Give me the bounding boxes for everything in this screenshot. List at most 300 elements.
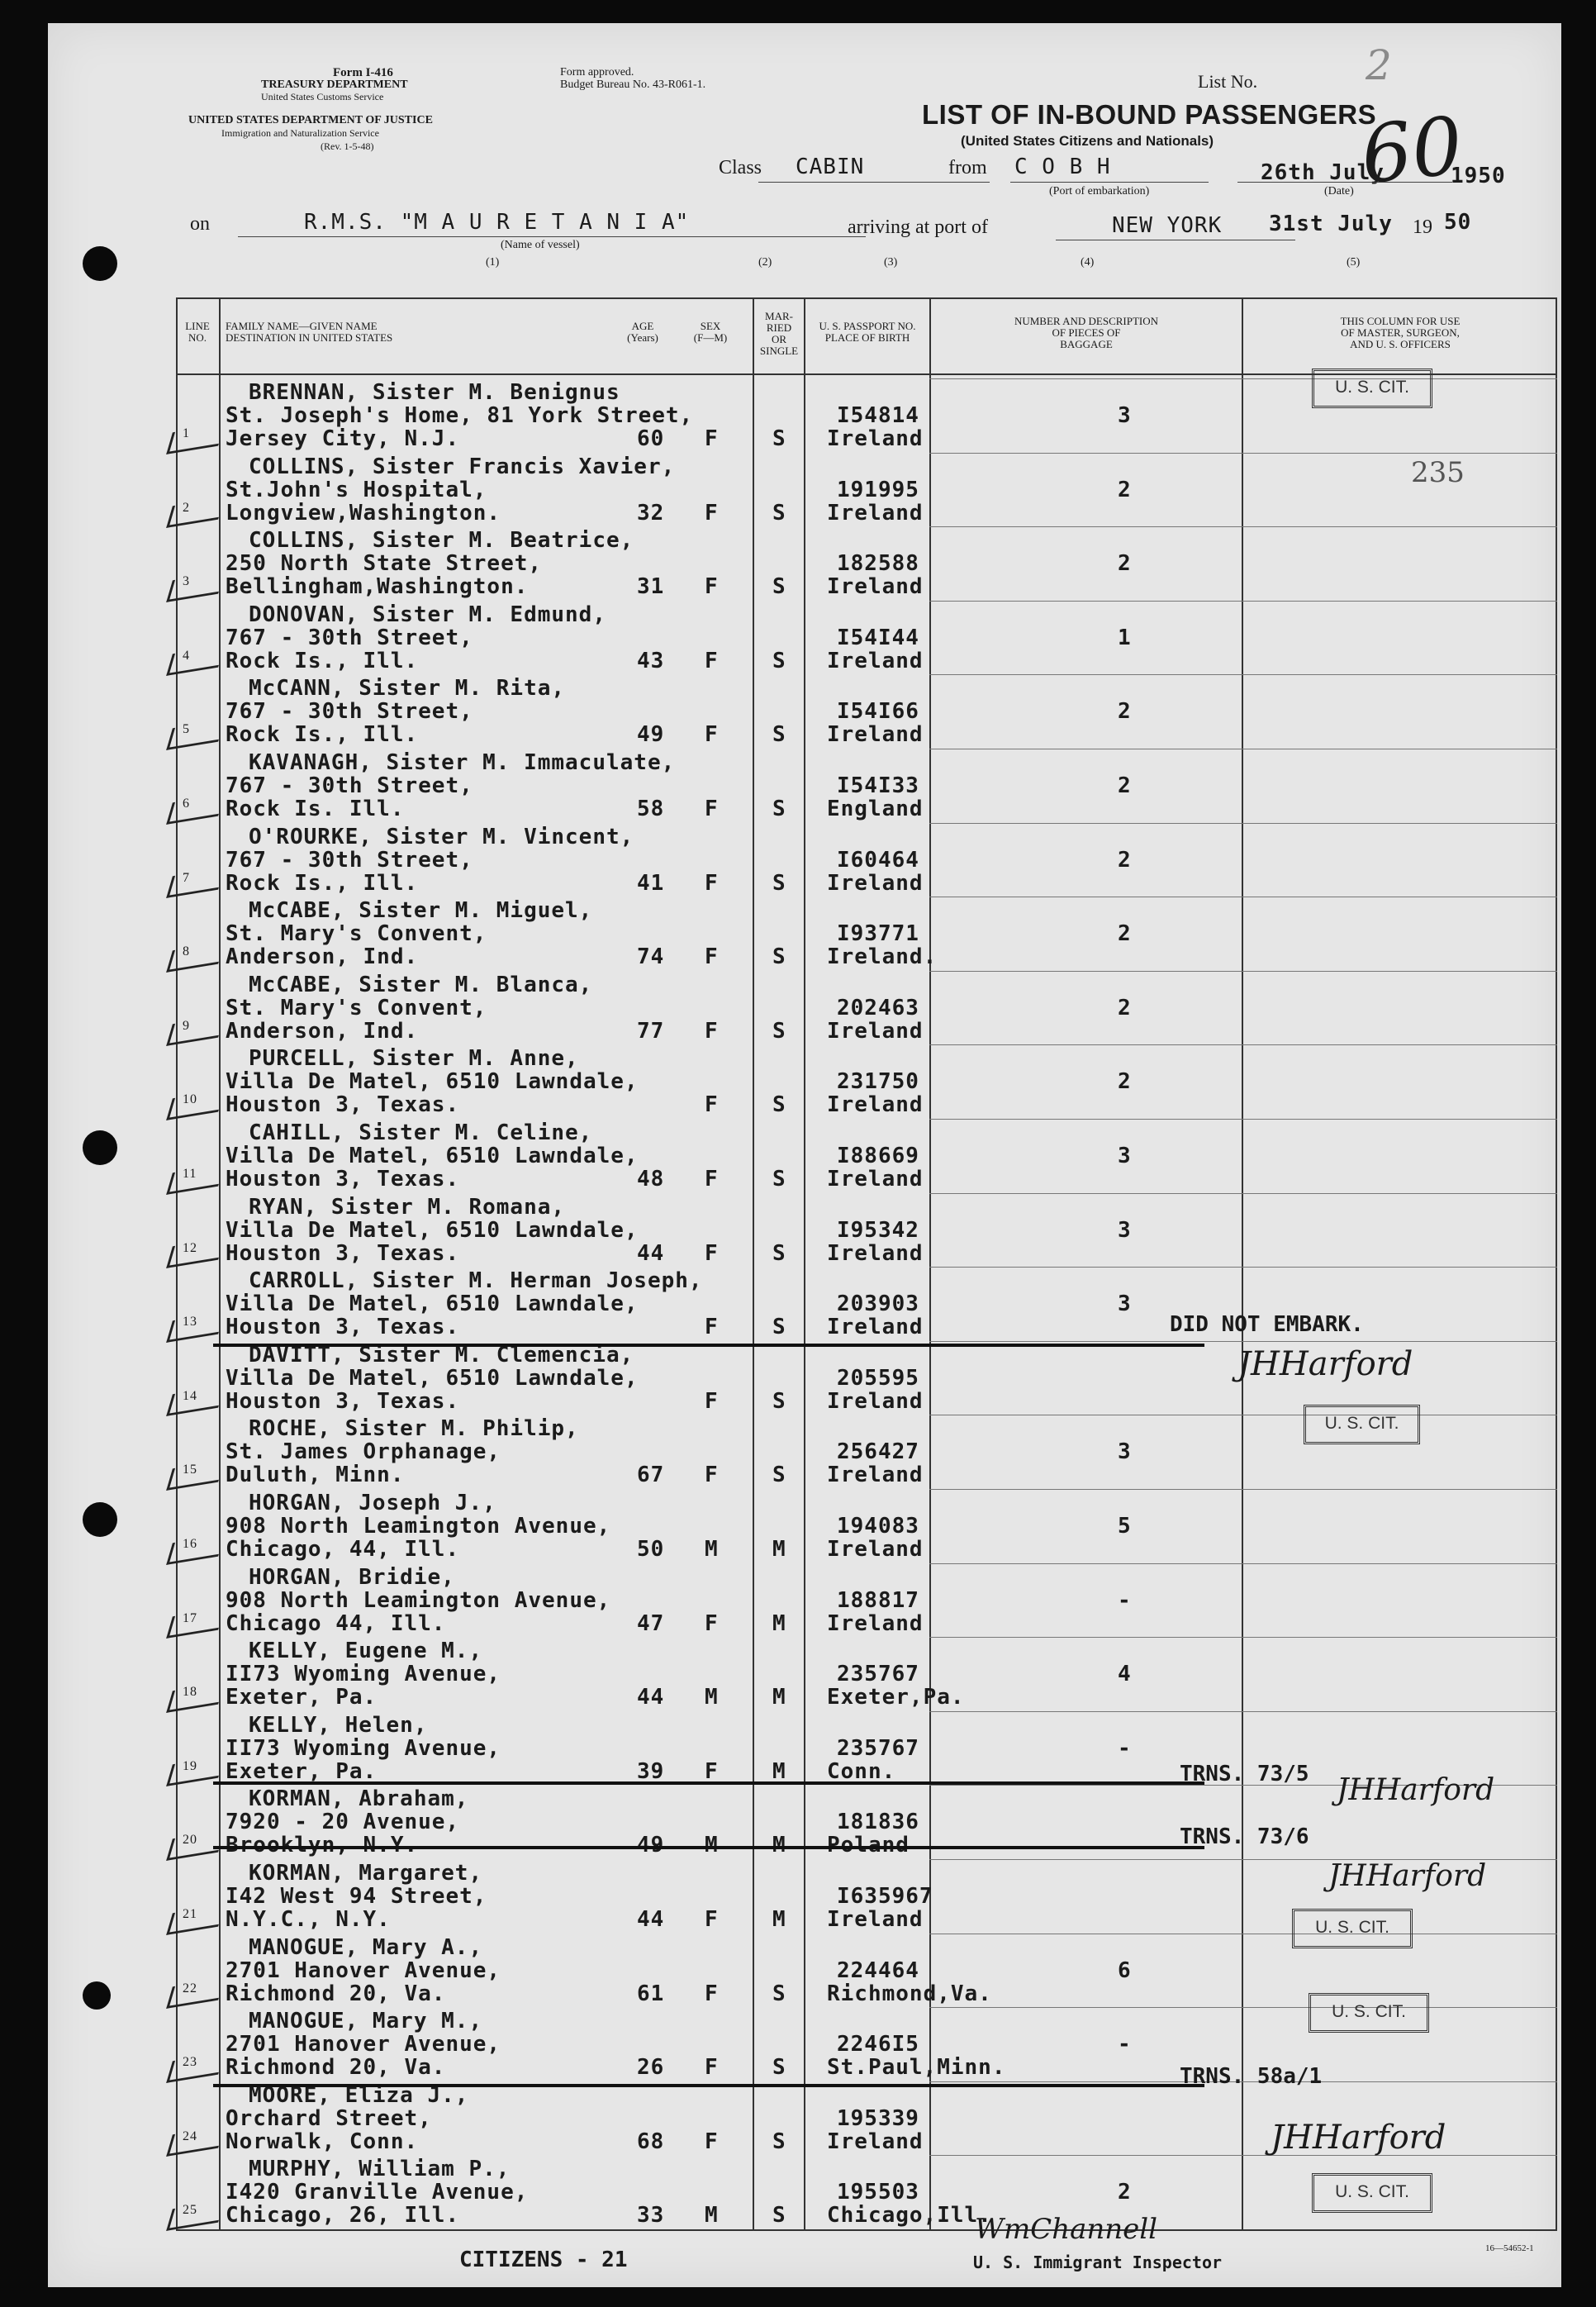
passenger-name: HORGAN, Bridie, [249,1564,455,1590]
birthplace-cell: Ireland [827,648,924,673]
line-number: 2 [183,500,190,515]
baggage-cell: - [1118,2032,1132,2057]
baggage-cell: 1 [1118,625,1132,650]
transfer-note-3: TRNS. 58a/1 [1180,2064,1323,2089]
destination-city: Anderson, Ind. [226,944,419,970]
passenger-name: KELLY, Helen, [249,1712,428,1738]
row-divider [929,1044,1557,1045]
age-cell: 77 [637,1018,665,1044]
birthplace-cell: Ireland [827,2129,924,2154]
destination-street: 2701 Hanover Avenue, [226,2032,501,2057]
baggage-cell: 3 [1118,1439,1132,1465]
birthplace-cell: Ireland [827,1018,924,1044]
manifest-page [48,23,1561,2287]
destination-city: Richmond 20, Va. [226,2055,446,2081]
marital-cell: S [772,1092,786,1118]
row-divider [929,1637,1557,1638]
passport-cell: I635967 [837,1884,933,1909]
destination-street: St. Joseph's Home, 81 York Street, [226,403,694,428]
row-divider [929,453,1557,454]
list-no-small: 2 [1366,41,1392,89]
birthplace-cell: Ireland [827,1610,924,1636]
passport-cell: I54I33 [837,773,919,798]
age-cell: 74 [637,944,665,970]
passenger-name: BRENNAN, Sister M. Benignus [249,380,620,405]
marital-cell: S [772,1388,786,1414]
passport-cell: 195339 [837,2105,919,2131]
table-row [176,823,1557,897]
passport-cell: 181836 [837,1810,919,1835]
line-number: 25 [183,2203,197,2218]
destination-city: Chicago 44, Ill. [226,1610,446,1636]
sex-cell: F [705,1907,719,1932]
age-cell: 44 [637,1907,665,1932]
destination-street: St.John's Hospital, [226,477,487,502]
passport-cell: 194083 [837,1514,919,1539]
destination-street: I420 Granville Avenue, [226,2180,529,2205]
line-number: 8 [183,944,190,959]
birthplace-cell: St.Paul,Minn. [827,2055,1006,2081]
line-number: 14 [183,1388,197,1403]
passport-cell: 224464 [837,1957,919,1983]
passenger-name: COLLINS, Sister Francis Xavier, [249,454,676,479]
line-number: 9 [183,1018,190,1033]
birthplace-cell: Ireland [827,500,924,526]
port-embark-caption: (Port of embarkation) [1049,185,1150,197]
destination-street: 7920 - 20 Avenue, [226,1810,460,1835]
passenger-name: MURPHY, William P., [249,2157,511,2182]
table-row [176,674,1557,749]
baggage-cell: 2 [1118,773,1132,798]
binder-hole [83,1502,117,1537]
passport-cell: 235767 [837,1735,919,1761]
marital-cell: S [772,1018,786,1044]
destination-city: Bellingham,Washington. [226,574,529,600]
form-number: Form I-416 [333,66,393,79]
col-num-3: (3) [884,256,898,269]
row-divider [929,378,1557,379]
us-cit-stamp-5: U. S. CIT. [1312,2173,1432,2213]
check-mark [166,794,225,825]
line-number: 10 [183,1092,197,1107]
embark-year: 1950 [1451,164,1506,188]
table-row [176,453,1557,527]
birthplace-cell: Exeter,Pa. [827,1685,965,1710]
passenger-name: O'ROURKE, Sister M. Vincent, [249,824,634,849]
sex-cell: F [705,574,719,600]
marital-cell: M [772,1610,786,1636]
line-number: 20 [183,1833,197,1848]
destination-city: Houston 3, Texas. [226,1240,460,1266]
baggage-cell: 2 [1118,477,1132,502]
birthplace-cell: Richmond,Va. [827,1981,992,2006]
birthplace-cell: Ireland [827,1907,924,1932]
check-mark [166,720,225,750]
baggage-cell: 5 [1118,1514,1132,1539]
header-baggage: NUMBER AND DESCRIPTION OF PIECES OF BAGGAGE [1014,315,1159,350]
customs-label: United States Customs Service [261,91,384,102]
line-number: 7 [183,870,190,885]
destination-street: Villa De Matel, 6510 Lawndale, [226,1069,639,1095]
passenger-name: MANOGUE, Mary M., [249,2009,483,2034]
date-underline [1237,182,1452,183]
arrival-date: 31st July [1269,212,1393,236]
birthplace-cell: Ireland [827,426,924,451]
check-mark [166,868,225,898]
form-approved: Form approved. [560,66,634,78]
sex-cell: F [705,500,719,526]
check-mark [166,1164,225,1195]
line-number: 21 [183,1907,197,1921]
passenger-name: MOORE, Eliza J., [249,2082,469,2108]
check-mark [166,1016,225,1046]
destination-street: 767 - 30th Street, [226,625,473,650]
passport-cell: 256427 [837,1439,919,1465]
destination-street: 908 North Leamington Avenue, [226,1514,611,1539]
row-divider [929,971,1557,972]
destination-street: Villa De Matel, 6510 Lawndale, [226,1217,639,1243]
us-cit-stamp-4: U. S. CIT. [1309,1993,1429,2033]
destination-city: Jersey City, N.J. [226,426,460,451]
age-cell: 50 [637,1537,665,1562]
list-no-label: List No. [1198,71,1258,92]
row-divider [929,526,1557,527]
marital-cell: S [772,1981,786,2006]
line-number: 1 [183,426,190,440]
passport-cell: 205595 [837,1365,919,1391]
page-subtitle: (United States Citizens and Nationals) [961,133,1214,149]
row-divider [929,2155,1557,2156]
row-divider [929,2007,1557,2008]
age-cell: 31 [637,574,665,600]
row-divider [929,674,1557,675]
table-row [176,601,1557,675]
baggage-cell: 6 [1118,1957,1132,1983]
baggage-cell: 4 [1118,1662,1132,1687]
check-mark [166,572,225,602]
birthplace-cell: England [827,797,924,821]
header-age: AGE (Years) [627,320,658,344]
header-married: MAR- RIED OR SINGLE [759,310,799,357]
destination-city: Houston 3, Texas. [226,1167,460,1192]
from-value: C O B H [1014,155,1111,179]
stamp-number-235: 235 [1411,456,1465,489]
class-label: Class [719,157,762,178]
transfer-note-1: TRNS. 73/5 [1180,1762,1309,1786]
destination-city: Houston 3, Texas. [226,1315,460,1340]
sex-cell: F [705,1315,719,1340]
sex-cell: F [705,2129,719,2154]
line-number: 22 [183,1981,197,1995]
marital-cell: S [772,648,786,673]
destination-city: Houston 3, Texas. [226,1388,460,1414]
us-cit-stamp-2: U. S. CIT. [1304,1405,1420,1444]
line-number: 3 [183,574,190,589]
sex-cell: F [705,944,719,970]
birthplace-cell: Ireland [827,1537,924,1562]
birthplace-cell: Ireland [827,1167,924,1192]
table-row [176,1119,1557,1193]
inspector-signature: WmChannell [975,2213,1158,2246]
sex-cell: F [705,426,719,451]
baggage-cell: 3 [1118,1291,1132,1317]
passport-cell: 191995 [837,477,919,502]
marital-cell: S [772,1240,786,1266]
age-cell: 47 [637,1610,665,1636]
passenger-name: MANOGUE, Mary A., [249,1934,483,1960]
baggage-cell: 3 [1118,1144,1132,1168]
line-number: 12 [183,1240,197,1255]
marital-cell: S [772,2055,786,2081]
row-divider [929,1711,1557,1712]
header-passport: U. S. PASSPORT NO. PLACE OF BIRTH [819,320,916,344]
treasury-label: TREASURY DEPARTMENT [261,78,408,91]
age-cell: 44 [637,1685,665,1710]
check-mark [166,424,225,454]
marital-cell: M [772,1685,786,1710]
birthplace-cell: Poland [827,1833,910,1858]
table-row [176,897,1557,971]
destination-city: Exeter, Pa. [226,1758,378,1784]
check-mark [166,645,225,676]
sex-cell: M [705,1833,719,1858]
header-officers: THIS COLUMN FOR USE OF MASTER, SURGEON, AND U. S. OFFICERS [1340,315,1461,350]
signature-3: JHHarford [1328,1859,1487,1893]
line-number: 18 [183,1685,197,1700]
strike-line-20a [213,1781,1204,1785]
passport-cell: I54I44 [837,625,919,650]
age-cell: 32 [637,500,665,526]
sex-cell: F [705,648,719,673]
strike-line-14 [213,1344,1204,1347]
table-row [176,1044,1557,1119]
sex-cell: M [705,2203,719,2229]
sex-cell: F [705,2055,719,2081]
check-mark [166,1682,225,1713]
passport-cell: I54I66 [837,699,919,725]
page-title: LIST OF IN-BOUND PASSENGERS [922,99,1377,130]
marital-cell: M [772,1537,786,1562]
marital-cell: S [772,500,786,526]
doj-label: UNITED STATES DEPARTMENT OF JUSTICE [188,114,433,126]
passenger-name: COLLINS, Sister M. Beatrice, [249,528,634,554]
line-number: 16 [183,1537,197,1551]
passenger-name: KORMAN, Margaret, [249,1861,483,1886]
class-underline [758,182,990,183]
destination-street: Villa De Matel, 6510 Lawndale, [226,1291,639,1317]
marital-cell: S [772,2129,786,2154]
sex-cell: F [705,797,719,821]
col-num-2: (2) [758,256,772,269]
line-number: 11 [183,1167,197,1181]
passport-cell: I60464 [837,847,919,873]
sex-cell: F [705,1092,719,1118]
line-number: 15 [183,1463,197,1477]
vessel-underline [238,236,866,237]
binder-hole [83,246,117,281]
birthplace-cell: Ireland. [827,944,938,970]
passport-cell: I54814 [837,403,919,428]
printer-code: 16—54652-1 [1485,2243,1534,2253]
age-cell: 33 [637,2203,665,2229]
budget-bureau: Budget Bureau No. 43-R061-1. [560,78,706,91]
marital-cell: M [772,1907,786,1932]
passport-cell: 203903 [837,1291,919,1317]
destination-city: Exeter, Pa. [226,1685,378,1710]
strike-line-20b [213,1846,1204,1849]
passenger-name: ROCHE, Sister M. Philip, [249,1416,579,1442]
passenger-name: McCABE, Sister M. Miguel, [249,898,593,924]
passenger-name: McCANN, Sister M. Rita, [249,676,566,702]
destination-city: Longview,Washington. [226,500,501,526]
did-not-embark-note: DID NOT EMBARK. [1170,1312,1364,1337]
birthplace-cell: Conn. [827,1758,896,1784]
rev-label: (Rev. 1-5-48) [321,140,374,152]
class-value: CABIN [796,155,865,179]
destination-city: Rock Is., Ill. [226,722,419,748]
check-mark [166,1238,225,1268]
destination-street: 2701 Hanover Avenue, [226,1957,501,1983]
sex-cell: F [705,1758,719,1784]
birthplace-cell: Ireland [827,1388,924,1414]
destination-city: Anderson, Ind. [226,1018,419,1044]
row-divider [929,1563,1557,1564]
passenger-name: CARROLL, Sister M. Herman Joseph, [249,1268,703,1294]
marital-cell: S [772,574,786,600]
age-cell: 49 [637,722,665,748]
marital-cell: M [772,1758,786,1784]
destination-street: 767 - 30th Street, [226,773,473,798]
age-cell: 68 [637,2129,665,2154]
check-mark [166,1386,225,1416]
table-row [176,1489,1557,1563]
destination-city: Rock Is. Ill. [226,797,405,821]
sex-cell: F [705,1463,719,1488]
destination-street: St. Mary's Convent, [226,921,487,947]
col-num-5: (5) [1347,256,1361,269]
destination-street: Villa De Matel, 6510 Lawndale, [226,1144,639,1168]
sex-cell: F [705,870,719,896]
date-caption: (Date) [1324,185,1354,197]
birthplace-cell: Chicago,Ill. [827,2203,992,2229]
us-cit-stamp-3: U. S. CIT. [1292,1909,1413,1948]
marital-cell: S [772,870,786,896]
age-cell: 26 [637,2055,665,2081]
vessel-caption: (Name of vessel) [501,239,580,251]
passport-cell: 235767 [837,1662,919,1687]
sex-cell: F [705,1167,719,1192]
passport-cell: 195503 [837,2180,919,2205]
age-cell: 48 [637,1167,665,1192]
col-num-4: (4) [1081,256,1095,269]
passenger-name: DAVITT, Sister M. Clemencia, [249,1342,634,1368]
passenger-name: HORGAN, Joseph J., [249,1491,496,1515]
marital-cell: S [772,1167,786,1192]
baggage-cell: 2 [1118,551,1132,577]
table-row [176,1637,1557,1711]
birthplace-cell: Ireland [827,870,924,896]
baggage-cell: - [1118,1587,1132,1613]
arriving-label: arriving at port of [848,216,988,238]
passenger-name: DONOVAN, Sister M. Edmund, [249,602,606,627]
age-cell: 43 [637,648,665,673]
destination-street: St. James Orphanage, [226,1439,501,1465]
destination-city: Brooklyn, N.Y. [226,1833,419,1858]
row-divider [929,1193,1557,1194]
age-cell: 61 [637,1981,665,2006]
destination-city: Norwalk, Conn. [226,2129,419,2154]
sex-cell: F [705,1610,719,1636]
age-cell: 60 [637,426,665,451]
row-divider [929,1341,1557,1342]
table-row [176,1193,1557,1268]
baggage-cell: 2 [1118,847,1132,873]
header-name: FAMILY NAME—GIVEN NAME DESTINATION IN UNITED STATES [226,320,393,344]
baggage-cell: 2 [1118,2180,1132,2205]
check-mark [166,1534,225,1565]
sex-cell: F [705,1240,719,1266]
destination-street: II73 Wyoming Avenue, [226,1735,501,1761]
binder-hole [83,1981,111,2010]
row-divider [929,1489,1557,1490]
passenger-name: CAHILL, Sister M. Celine, [249,1120,593,1145]
destination-city: Chicago, 44, Ill. [226,1537,460,1562]
age-cell: 41 [637,870,665,896]
birthplace-cell: Ireland [827,1092,924,1118]
list-no-big: 60 [1356,98,1467,202]
table-row [176,1563,1557,1638]
header-sex: SEX (F—M) [693,320,728,344]
destination-city: Houston 3, Texas. [226,1092,460,1118]
passenger-name: KORMAN, Abraham, [249,1786,469,1812]
passenger-name: KAVANAGH, Sister M. Immaculate, [249,750,676,775]
check-mark [166,1978,225,2009]
line-number: 4 [183,648,190,663]
row-divider [929,1119,1557,1120]
destination-street: 250 North State Street, [226,551,543,577]
marital-cell: S [772,426,786,451]
check-mark [166,1460,225,1491]
age-cell: 49 [637,1833,665,1858]
birthplace-cell: Ireland [827,1240,924,1266]
birthplace-cell: Ireland [827,1315,924,1340]
line-number: 5 [183,722,190,737]
marital-cell: S [772,722,786,748]
ins-label: Immigration and Naturalization Service [221,127,379,139]
marital-cell: S [772,2203,786,2229]
line-number: 19 [183,1758,197,1773]
line-number: 13 [183,1315,197,1329]
arrival-port: NEW YORK [1112,213,1223,238]
arrival-year-post: 50 [1444,210,1472,235]
passenger-name: PURCELL, Sister M. Anne, [249,1046,579,1072]
marital-cell: S [772,1315,786,1340]
table-row [176,971,1557,1045]
destination-city: N.Y.C., N.Y. [226,1907,391,1932]
destination-street: 908 North Leamington Avenue, [226,1587,611,1613]
table-row [176,526,1557,601]
age-cell: 58 [637,797,665,821]
signature-1: JHHarford [1237,1345,1413,1383]
line-number: 6 [183,797,190,811]
destination-street: 767 - 30th Street, [226,699,473,725]
marital-cell: S [772,797,786,821]
us-cit-stamp-1: U. S. CIT. [1312,369,1432,408]
birthplace-cell: Ireland [827,1463,924,1488]
passenger-name: McCABE, Sister M. Blanca, [249,972,593,997]
check-mark [166,1312,225,1343]
vessel-name: R.M.S. "M A U R E T A N I A" [304,210,690,235]
